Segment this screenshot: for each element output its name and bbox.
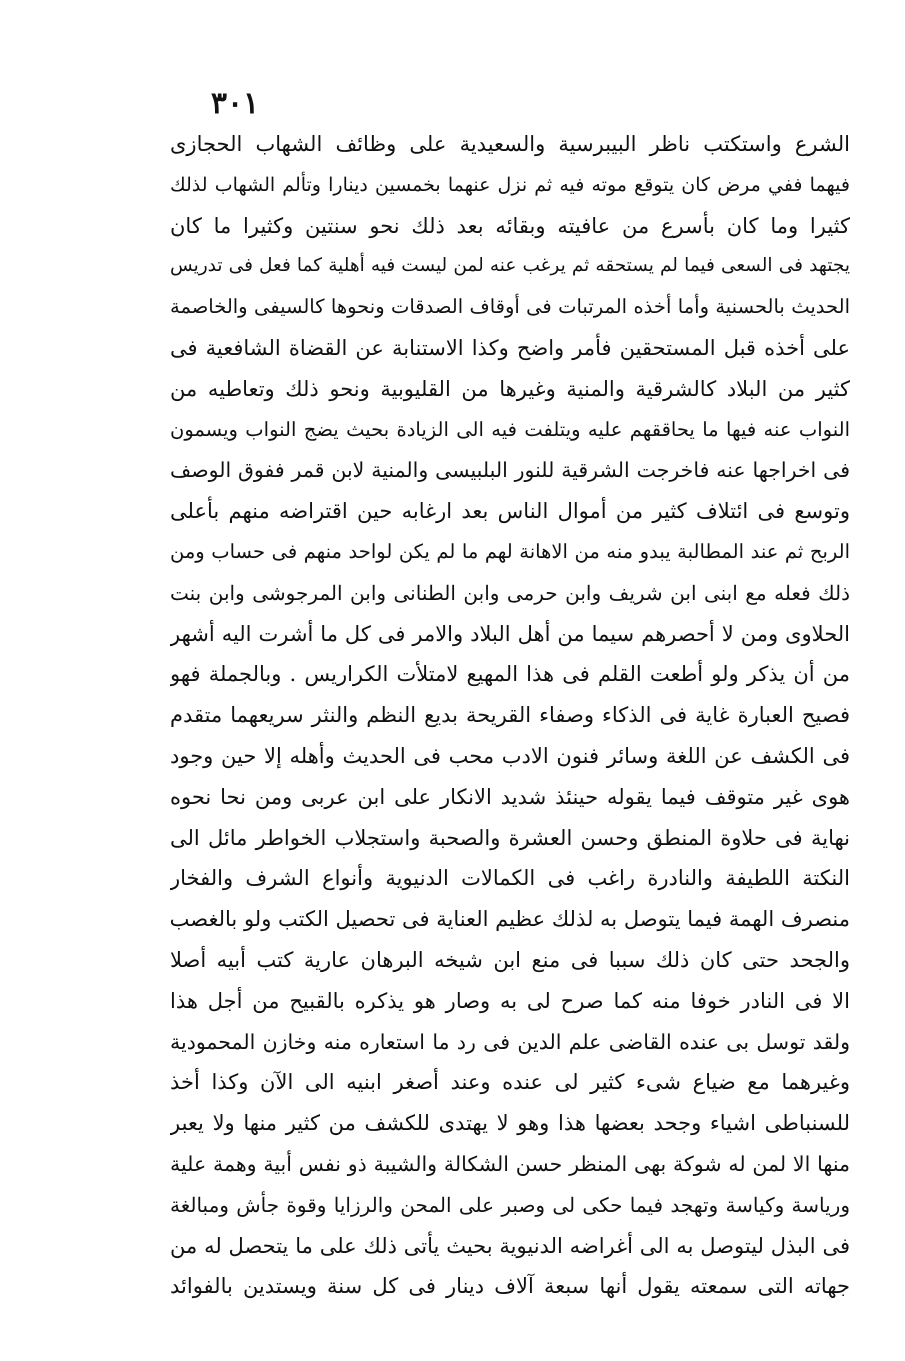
text-line: الحلاوى ومن لا أحصرهم سيما من أهل البلاد والامر فى كل ما أشرت اليه أشهر	[170, 621, 850, 646]
text-line: منها الا لمن له شوكة بهى المنظر حسن الشكالة والشيبة ذو نفس أبية وهمة علية	[170, 1151, 850, 1176]
text-line: منصرف الهمة فيما يتوصل به لذلك عظيم العناية فى تحصيل الكتب ولو بالغصب	[170, 907, 850, 932]
text-line: الحديث بالحسنية وأما أخذه المرتبات فى أوقاف الصدقات ونحوها كالسيفى والخاصمة	[170, 295, 850, 319]
text-line: النواب عنه فيها ما يحاققهم عليه ويتلفت فيه الى الزيادة بحيث يضج النواب ويسمون	[170, 417, 850, 441]
text-line: وتوسع فى ائتلاف كثير من أموال الناس بعد ارغابه حين اقتراضه منهم بأعلى	[170, 499, 850, 524]
text-line: والجحد حتى كان ذلك سببا فى منع ابن شيخه البرهان عارية كتب أبيه أصلا	[170, 947, 850, 972]
text-line: كثير من البلاد كالشرقية والمنية وغيرها من القليوبية ونحو ذلك وتعاطيه من	[170, 376, 850, 401]
text-line: كثيرا وما كان بأسرع من عافيته وبقائه بعد ذلك نحو سنتين وكثيرا ما كان	[170, 213, 850, 238]
text-line: من أن يذكر ولو أطعت القلم فى هذا المهيع لامتلأت الكراريس . وبالجملة فهو	[170, 662, 850, 687]
text-line: فصيح العبارة غاية فى الذكاء وصفاء القريحة بديع النظم والنثر سريعهما متقدم	[170, 703, 850, 728]
text-line: فيهما ففي مرض كان يتوقع موته فيه ثم نزل عنهما بخمسين دينارا وتألم الشهاب لذلك	[170, 173, 850, 196]
text-line: للسنباطى اشياء وجحد بعضها هذا وهو لا يهتدى للكشف من كثير منها ولا يعبر	[170, 1111, 850, 1136]
text-line: الا فى النادر خوفا منه كما صرح لى به وصار هو يذكره بالقبيح من أجل هذا	[170, 988, 850, 1013]
text-line: النكتة اللطيفة والنادرة راغب فى الكمالات الدنيوية وأنواع الشرف والفخار	[170, 866, 850, 891]
body-text	[170, 124, 850, 1307]
text-line: الشرع واستكتب ناظر البيبرسية والسعيدية على وظائف الشهاب الحجازى	[170, 132, 850, 156]
text-line: على أخذه قبل المستحقين فأمر واضح وكذا الاستنابة عن القضاة الشافعية فى	[170, 335, 850, 360]
text-line: الربح ثم عند المطالبة يبدو منه من الاهانة لهم ما لم يكن لواحد منهم فى حساب ومن	[170, 539, 850, 563]
text-line: هوى غير متوقف فيما يقوله حينئذ شديد الانكار على ابن عربى ومن نحا نحوه	[170, 784, 850, 809]
text-line: جهاته التى سمعته يقول أنها سبعة آلاف دينار فى كل سنة ويستدين بالفوائد	[170, 1274, 850, 1299]
text-line: ذلك فعله مع ابنى ابن شريف وابن حرمى وابن الطنانى وابن المرجوشى وابن بنت	[170, 580, 850, 605]
text-line: ولقد توسل بى عنده القاضى علم الدين فى رد ما استعاره منه وخازن المحمودية	[170, 1029, 850, 1054]
text-line: نهاية فى حلاوة المنطق وحسن العشرة والصحبة واستجلاب الخواطر مائل الى	[170, 825, 850, 850]
text-line: وغيرهما مع ضياع شىء كثير لى عنده وعند أصغر ابنيه الى الآن وكذا أخذ	[170, 1070, 850, 1095]
text-line: فى الكشف عن اللغة وسائر فنون الادب محب فى الحديث وأهله إلا حين وجود	[170, 743, 850, 768]
text-line: ورياسة وكياسة وتهجد فيما حكى لى وصبر على المحن والرزايا وقوة جأش ومبالغة	[170, 1192, 850, 1217]
text-line: يجتهد فى السعى فيما لم يستحقه ثم يرغب عنه لمن ليست فيه أهلية كما فعل فى تدريس	[170, 255, 850, 277]
page-number: ٣٠١	[210, 86, 260, 121]
text-line: فى اخراجها عنه فاخرجت الشرقية للنور البلبيسى والمنية لابن قمر ففوق الوصف	[170, 458, 850, 483]
text-line: فى البذل ليتوصل به الى أغراضه الدنيوية بحيث يأتى ذلك على ما يتحصل له من	[170, 1233, 850, 1258]
